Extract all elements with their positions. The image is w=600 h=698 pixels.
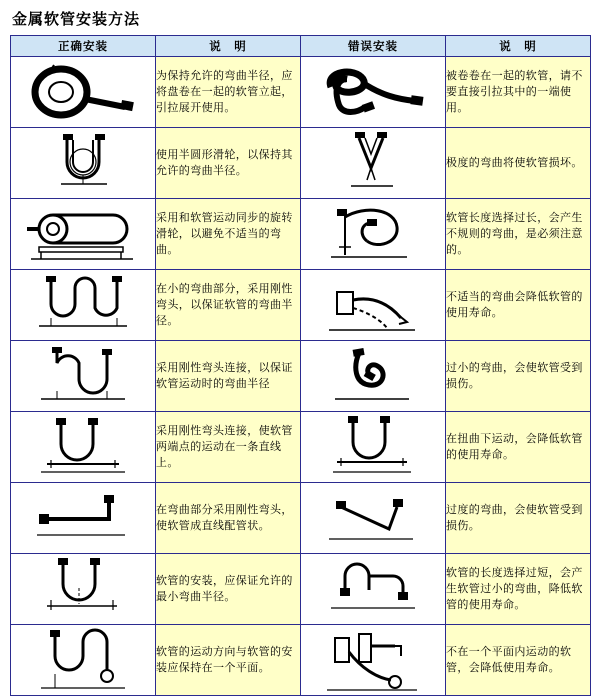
wrong-description-3: 软管长度选择过长，会产生不规则的弯曲，是必须注意的。 [446, 199, 591, 270]
wrong-illustration-cell-9 [301, 625, 446, 696]
table-body [11, 57, 591, 696]
wrong-description-8: 软管的长度选择过短，会产生软管过小的弯曲，降低软管的使用寿命。 [446, 554, 591, 625]
wrong-description-6: 在扭曲下运动，会降低软管的使用寿命。 [446, 412, 591, 483]
correct-illustration-cell-3 [11, 199, 156, 270]
correct-illustration-cell-2 [11, 128, 156, 199]
wrong-description-9: 不在一个平面内运动的软管，会降低使用寿命。 [446, 625, 591, 696]
wrong-illustration-cell-4 [301, 270, 446, 341]
wrong-illustration-cell-2 [301, 128, 446, 199]
table-row [11, 625, 591, 696]
table-row [11, 554, 591, 625]
overbend-straight-icon [311, 487, 436, 549]
wrong-illustration-cell-8 [301, 554, 446, 625]
coiled-hose-roll-icon [21, 61, 146, 123]
wrong-description-5: 过小的弯曲，会使软管受到损伤。 [446, 341, 591, 412]
correct-description-8: 软管的安装，应保证允许的最小弯曲半径。 [156, 554, 301, 625]
same-plane-movement-icon [21, 626, 146, 694]
column-header-wrong-desc: 说 明 [446, 36, 591, 57]
correct-description-7: 在弯曲部分采用刚性弯头，使软管成直线配管状。 [156, 483, 301, 554]
rotating-pulley-sync-icon [17, 203, 149, 265]
wrong-description-2: 极度的弯曲将使软管损坏。 [446, 128, 591, 199]
correct-description-9: 软管的运动方向与软管的安装应保持在一个平面。 [156, 625, 301, 696]
wrong-illustration-cell-3 [301, 199, 446, 270]
rigid-elbow-u-bend-icon [21, 345, 146, 407]
correct-illustration-cell-6 [11, 412, 156, 483]
wrong-illustration-cell-7 [301, 483, 446, 554]
correct-illustration-cell-4 [11, 270, 156, 341]
wrong-illustration-cell-5 [301, 341, 446, 412]
column-header-correct-desc: 说 明 [156, 36, 301, 57]
sharp-bend-pulley-icon [311, 132, 436, 194]
column-header-wrong: 错误安装 [301, 36, 446, 57]
table-row [11, 270, 591, 341]
too-small-bend-icon [311, 345, 436, 407]
correct-illustration-cell-9 [11, 625, 156, 696]
coiled-hose-pulled-icon [311, 61, 436, 123]
straight-line-u-icon [21, 416, 146, 478]
correct-description-4: 在小的弯曲部分，采用刚性弯头，以保证软管的弯曲半径。 [156, 270, 301, 341]
correct-illustration-cell-1 [11, 57, 156, 128]
wrong-illustration-cell-1 [301, 57, 446, 128]
improper-bend-icon [311, 274, 436, 336]
installation-guide-table [10, 35, 591, 696]
page-title: 金属软管安装方法 [12, 10, 141, 28]
wrong-description-7: 过度的弯曲，会使软管受到损伤。 [446, 483, 591, 554]
twisted-bend-icon [311, 416, 436, 478]
table-row [11, 341, 591, 412]
correct-description-6: 采用刚性弯头连接，使软管两端点的运动在一条直线上。 [156, 412, 301, 483]
correct-illustration-cell-5 [11, 341, 156, 412]
rigid-elbow-small-bend-icon [21, 274, 146, 336]
correct-description-2: 使用半圆形滑轮，以保持其允许的弯曲半径。 [156, 128, 301, 199]
wrong-illustration-cell-6 [301, 412, 446, 483]
wrong-description-1: 被卷卷在一起的软管，请不要直接引拉其中的一端使用。 [446, 57, 591, 128]
correct-description-1: 为保持允许的弯曲半径，应将盘卷在一起的软管立起，引拉展开使用。 [156, 57, 301, 128]
semicircular-pulley-icon [21, 132, 146, 194]
excess-length-loop-icon [311, 203, 436, 265]
correct-description-5: 采用刚性弯头连接，以保证软管运动时的弯曲半径 [156, 341, 301, 412]
column-header-correct: 正确安装 [11, 36, 156, 57]
correct-description-3: 采用和软管运动同步的旋转滑轮，以避免不适当的弯曲。 [156, 199, 301, 270]
minimum-bend-radius-icon [21, 558, 146, 620]
too-long-small-bend-icon [311, 558, 436, 620]
table-header-row [11, 36, 591, 57]
correct-illustration-cell-8 [11, 554, 156, 625]
wrong-description-4: 不适当的弯曲会降低软管的使用寿命。 [446, 270, 591, 341]
table-row [11, 483, 591, 554]
out-of-plane-movement-icon [311, 626, 436, 694]
table-row [11, 412, 591, 483]
table-row [11, 199, 591, 270]
table-row [11, 128, 591, 199]
rigid-elbow-straight-pipe-icon [21, 487, 146, 549]
table-row [11, 57, 591, 128]
correct-illustration-cell-7 [11, 483, 156, 554]
table-header [11, 36, 591, 57]
